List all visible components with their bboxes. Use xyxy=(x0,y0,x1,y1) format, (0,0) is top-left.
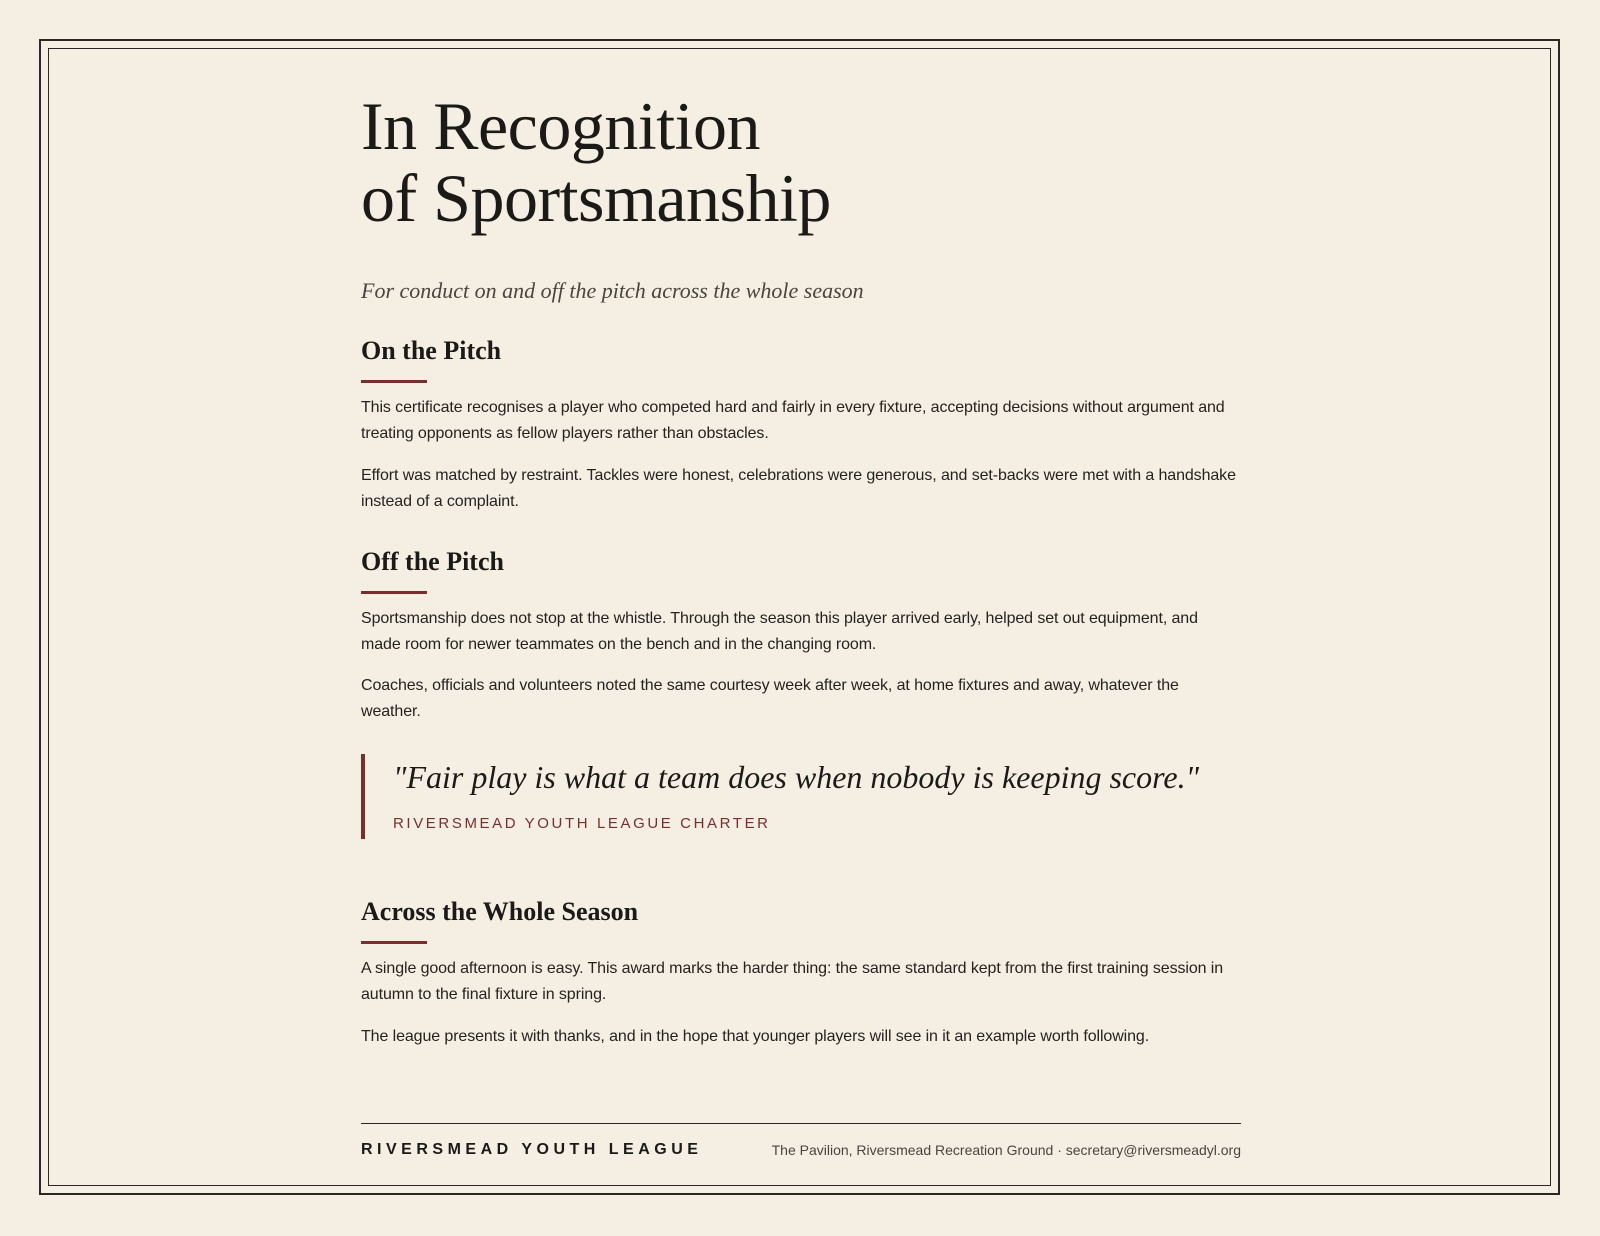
section-heading-across-the-whole-season: Across the Whole Season xyxy=(361,897,639,926)
section-heading-off-the-pitch: Off the Pitch xyxy=(361,547,504,576)
section-paragraph: Sportsmanship does not stop at the whistle. Through the season this player arrived early, helped set out equipment, and made room for newer teammates on the bench and in the changing room. xyxy=(361,610,1198,653)
pull-quote: "Fair play is what a team does when nobody is keeping score." xyxy=(393,759,1200,795)
section-paragraph: The league presents it with thanks, and in the hope that younger players will see in it an example worth following. xyxy=(361,1028,1150,1045)
pull-quote-source: RIVERSMEAD YOUTH LEAGUE CHARTER xyxy=(393,815,771,832)
certificate-title-line-2: of Sportsmanship xyxy=(361,160,831,236)
footer-divider xyxy=(361,1123,1241,1124)
section-rule xyxy=(361,380,427,383)
certificate-title-line-1: In Recognition xyxy=(361,88,761,164)
certificate-title xyxy=(361,90,831,234)
footer-contact: The Pavilion, Riversmead Recreation Ground · secretary@riversmeadyl.org xyxy=(771,1142,1241,1158)
quote-accent-bar xyxy=(361,754,365,839)
section-paragraph: This certificate recognises a player who competed hard and fairly in every fixture, accepting decisions without argument and treating opponents as fellow players rather than obstacles. xyxy=(361,399,1225,442)
section-paragraph: A single good afternoon is easy. This award marks the harder thing: the same standard kept from the first training session in autumn to the final fixture in spring. xyxy=(361,960,1224,1003)
footer-organisation: RIVERSMEAD YOUTH LEAGUE xyxy=(361,1141,703,1158)
section-heading-on-the-pitch: On the Pitch xyxy=(361,336,502,365)
section-rule xyxy=(361,591,427,594)
section-paragraph: Coaches, officials and volunteers noted the same courtesy week after week, at home fixtures and away, whatever the weather. xyxy=(361,677,1179,720)
certificate-subtitle: For conduct on and off the pitch across the whole season xyxy=(361,278,864,303)
section-rule xyxy=(361,941,427,944)
section-paragraph: Effort was matched by restraint. Tackles were honest, celebrations were generous, and set-backs were met with a handshake instead of a complaint. xyxy=(361,467,1236,510)
